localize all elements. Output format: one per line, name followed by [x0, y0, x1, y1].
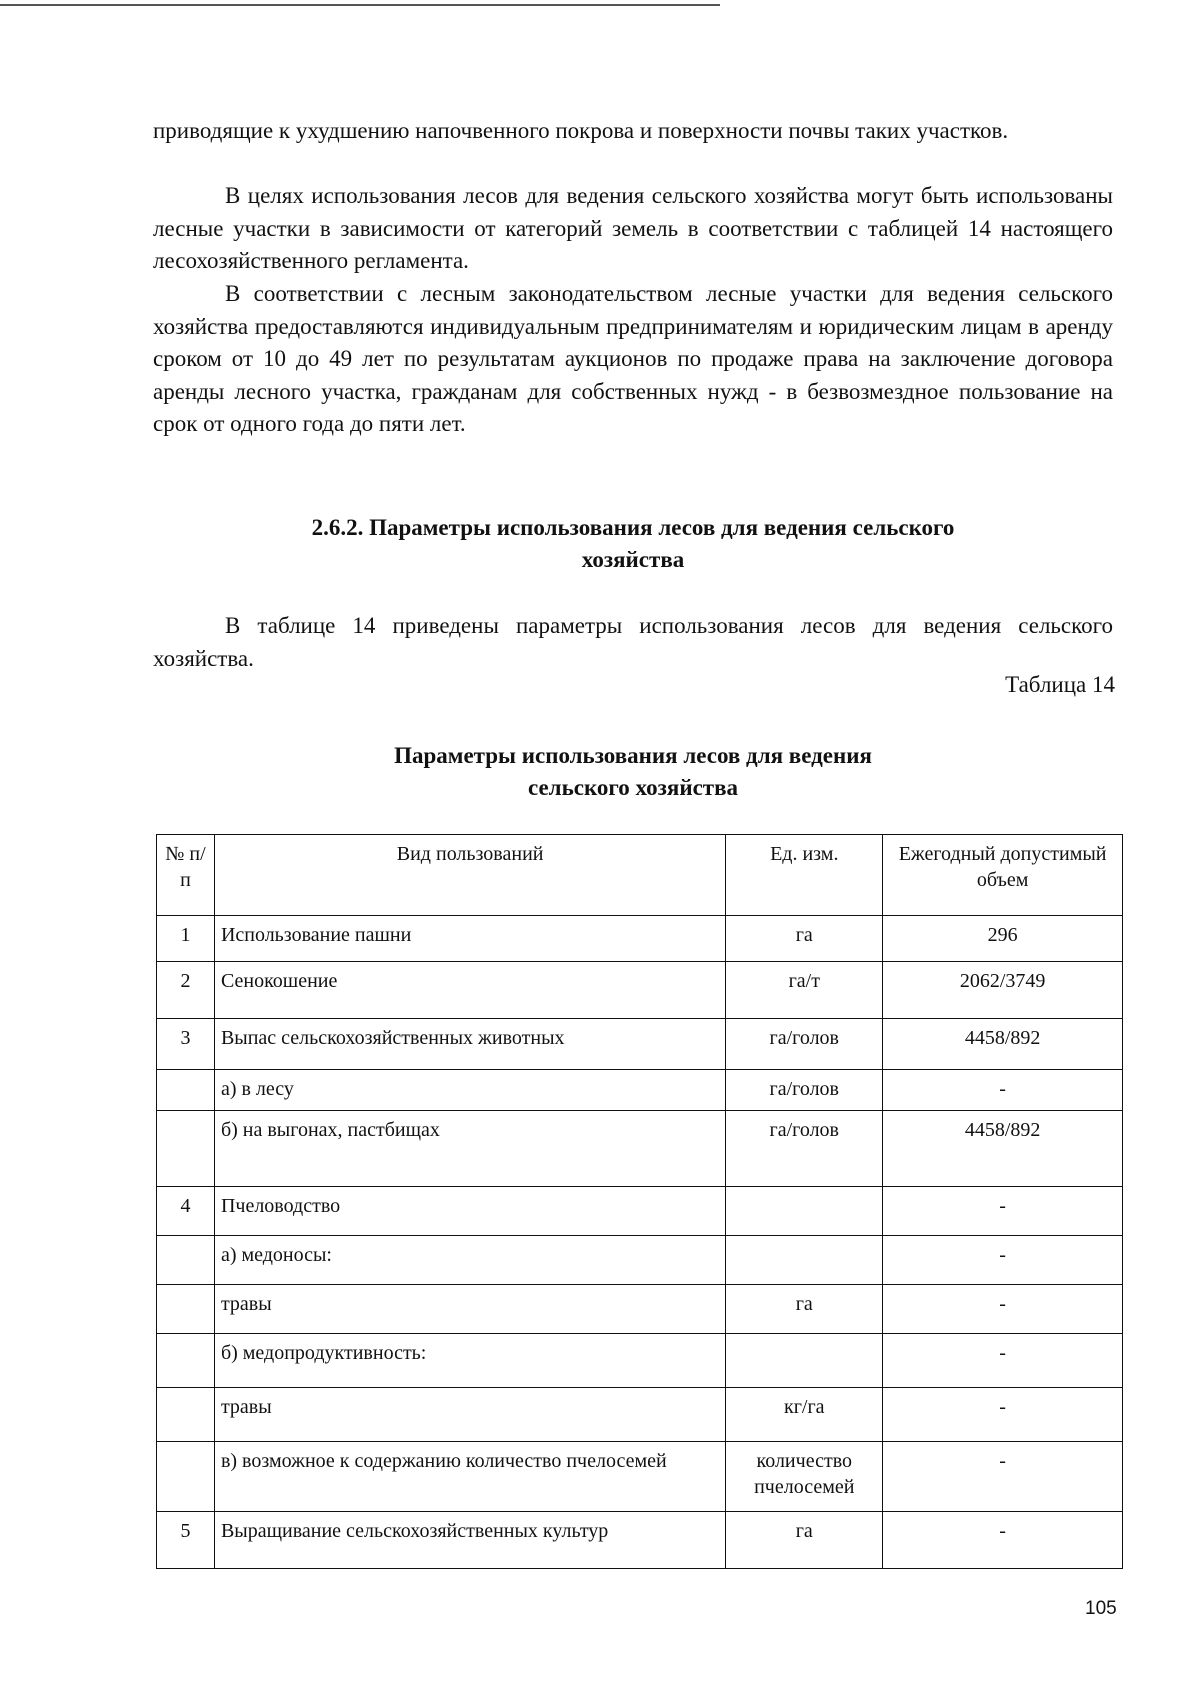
annual-volume-cell: 4458/892 — [883, 1019, 1123, 1070]
intro-paragraph: В таблице 14 приведены параметры использования лесов для ведения сельского хозяйства. — [153, 613, 1113, 671]
table-row — [157, 1236, 1123, 1285]
unit-cell — [726, 1187, 883, 1236]
usage-type-cell: Выращивание сельскохозяйственных культур — [214, 1512, 725, 1569]
usage-type-cell: Сенокошение — [214, 962, 725, 1019]
annual-volume-cell: - — [883, 1236, 1123, 1285]
annual-volume-cell: 2062/3749 — [883, 962, 1123, 1019]
table-row — [157, 916, 1123, 962]
row-number-cell — [157, 1111, 215, 1187]
page-number: 105 — [1085, 1598, 1117, 1619]
unit-cell: кг/га — [726, 1388, 883, 1442]
parameters-table — [156, 834, 1123, 1569]
annual-volume-cell: - — [883, 1334, 1123, 1388]
row-number-cell — [157, 1334, 215, 1388]
paragraph-2: В целях использования лесов для ведения сельского хозяйства могут быть использованы лесные участки в зависимости от категорий земель в соответствии с таблицей 14 настоящего лесохозяйственного регламента. — [153, 183, 1113, 273]
annual-volume-cell: - — [883, 1285, 1123, 1334]
usage-type-cell: а) медоносы: — [214, 1236, 725, 1285]
table-row — [157, 962, 1123, 1019]
row-number-cell — [157, 1236, 215, 1285]
usage-type-cell: травы — [214, 1285, 725, 1334]
row-number-cell — [157, 1388, 215, 1442]
annual-volume-cell: - — [883, 1442, 1123, 1512]
annual-volume-cell: - — [883, 1512, 1123, 1569]
row-number-cell: 4 — [157, 1187, 215, 1236]
paragraph-1: приводящие к ухудшению напочвенного покрова и поверхности почвы таких участков. — [153, 118, 1009, 143]
table-row — [157, 1070, 1123, 1111]
unit-cell — [726, 1334, 883, 1388]
unit-cell — [726, 1236, 883, 1285]
table-header-row — [157, 835, 1123, 916]
usage-type-cell: Использование пашни — [214, 916, 725, 962]
unit-cell: га — [726, 1512, 883, 1569]
usage-type-cell: а) в лесу — [214, 1070, 725, 1111]
row-number-cell — [157, 1070, 215, 1111]
table-row — [157, 1111, 1123, 1187]
unit-cell: га/голов — [726, 1111, 883, 1187]
unit-cell: га — [726, 916, 883, 962]
annual-volume-cell: - — [883, 1070, 1123, 1111]
unit-cell: га — [726, 1285, 883, 1334]
row-number-cell: 3 — [157, 1019, 215, 1070]
table-row — [157, 1512, 1123, 1569]
table-row — [157, 1442, 1123, 1512]
usage-type-cell: в) возможное к содержанию количество пчелосемей — [214, 1442, 725, 1512]
usage-type-cell: б) на выгонах, пастбищах — [214, 1111, 725, 1187]
table-row — [157, 1019, 1123, 1070]
table-row — [157, 1187, 1123, 1236]
header-number: № п/п — [157, 835, 215, 916]
usage-type-cell: б) медопродуктивность: — [214, 1334, 725, 1388]
usage-type-cell: травы — [214, 1388, 725, 1442]
header-unit: Ед. изм. — [726, 835, 883, 916]
table-title: Параметры использования лесов для ведения сельского хозяйства — [394, 743, 872, 800]
row-number-cell: 1 — [157, 916, 215, 962]
table-row — [157, 1388, 1123, 1442]
row-number-cell: 5 — [157, 1512, 215, 1569]
row-number-cell — [157, 1285, 215, 1334]
section-heading: 2.6.2. Параметры использования лесов для ведения сельского хозяйства — [311, 515, 955, 572]
table-label: Таблица 14 — [1005, 672, 1115, 697]
usage-type-cell: Пчеловодство — [214, 1187, 725, 1236]
paragraph-3: В соответствии с лесным законодательством лесные участки для ведения сельского хозяйства предоставляются индивидуальным предпринимателям и юридическим лицам в аренду сроком от 10 до 49 лет по результатам аукционов по продаже права на заключение договора аренды лесного участка, гражданам для собственных нужд - в безвозмездное пользование на срок от одного года до пяти лет. — [153, 281, 1113, 436]
unit-cell: га/голов — [726, 1070, 883, 1111]
annual-volume-cell: - — [883, 1187, 1123, 1236]
usage-type-cell: Выпас сельскохозяйственных животных — [214, 1019, 725, 1070]
header-annual-volume: Ежегодный допустимый объем — [883, 835, 1123, 916]
table-row — [157, 1334, 1123, 1388]
scan-edge-line — [0, 4, 720, 6]
annual-volume-cell: 296 — [883, 916, 1123, 962]
row-number-cell — [157, 1442, 215, 1512]
unit-cell: га/голов — [726, 1019, 883, 1070]
row-number-cell: 2 — [157, 962, 215, 1019]
unit-cell: га/т — [726, 962, 883, 1019]
annual-volume-cell: 4458/892 — [883, 1111, 1123, 1187]
annual-volume-cell: - — [883, 1388, 1123, 1442]
header-usage-type: Вид пользований — [214, 835, 725, 916]
table-row — [157, 1285, 1123, 1334]
unit-cell: количество пчелосемей — [726, 1442, 883, 1512]
